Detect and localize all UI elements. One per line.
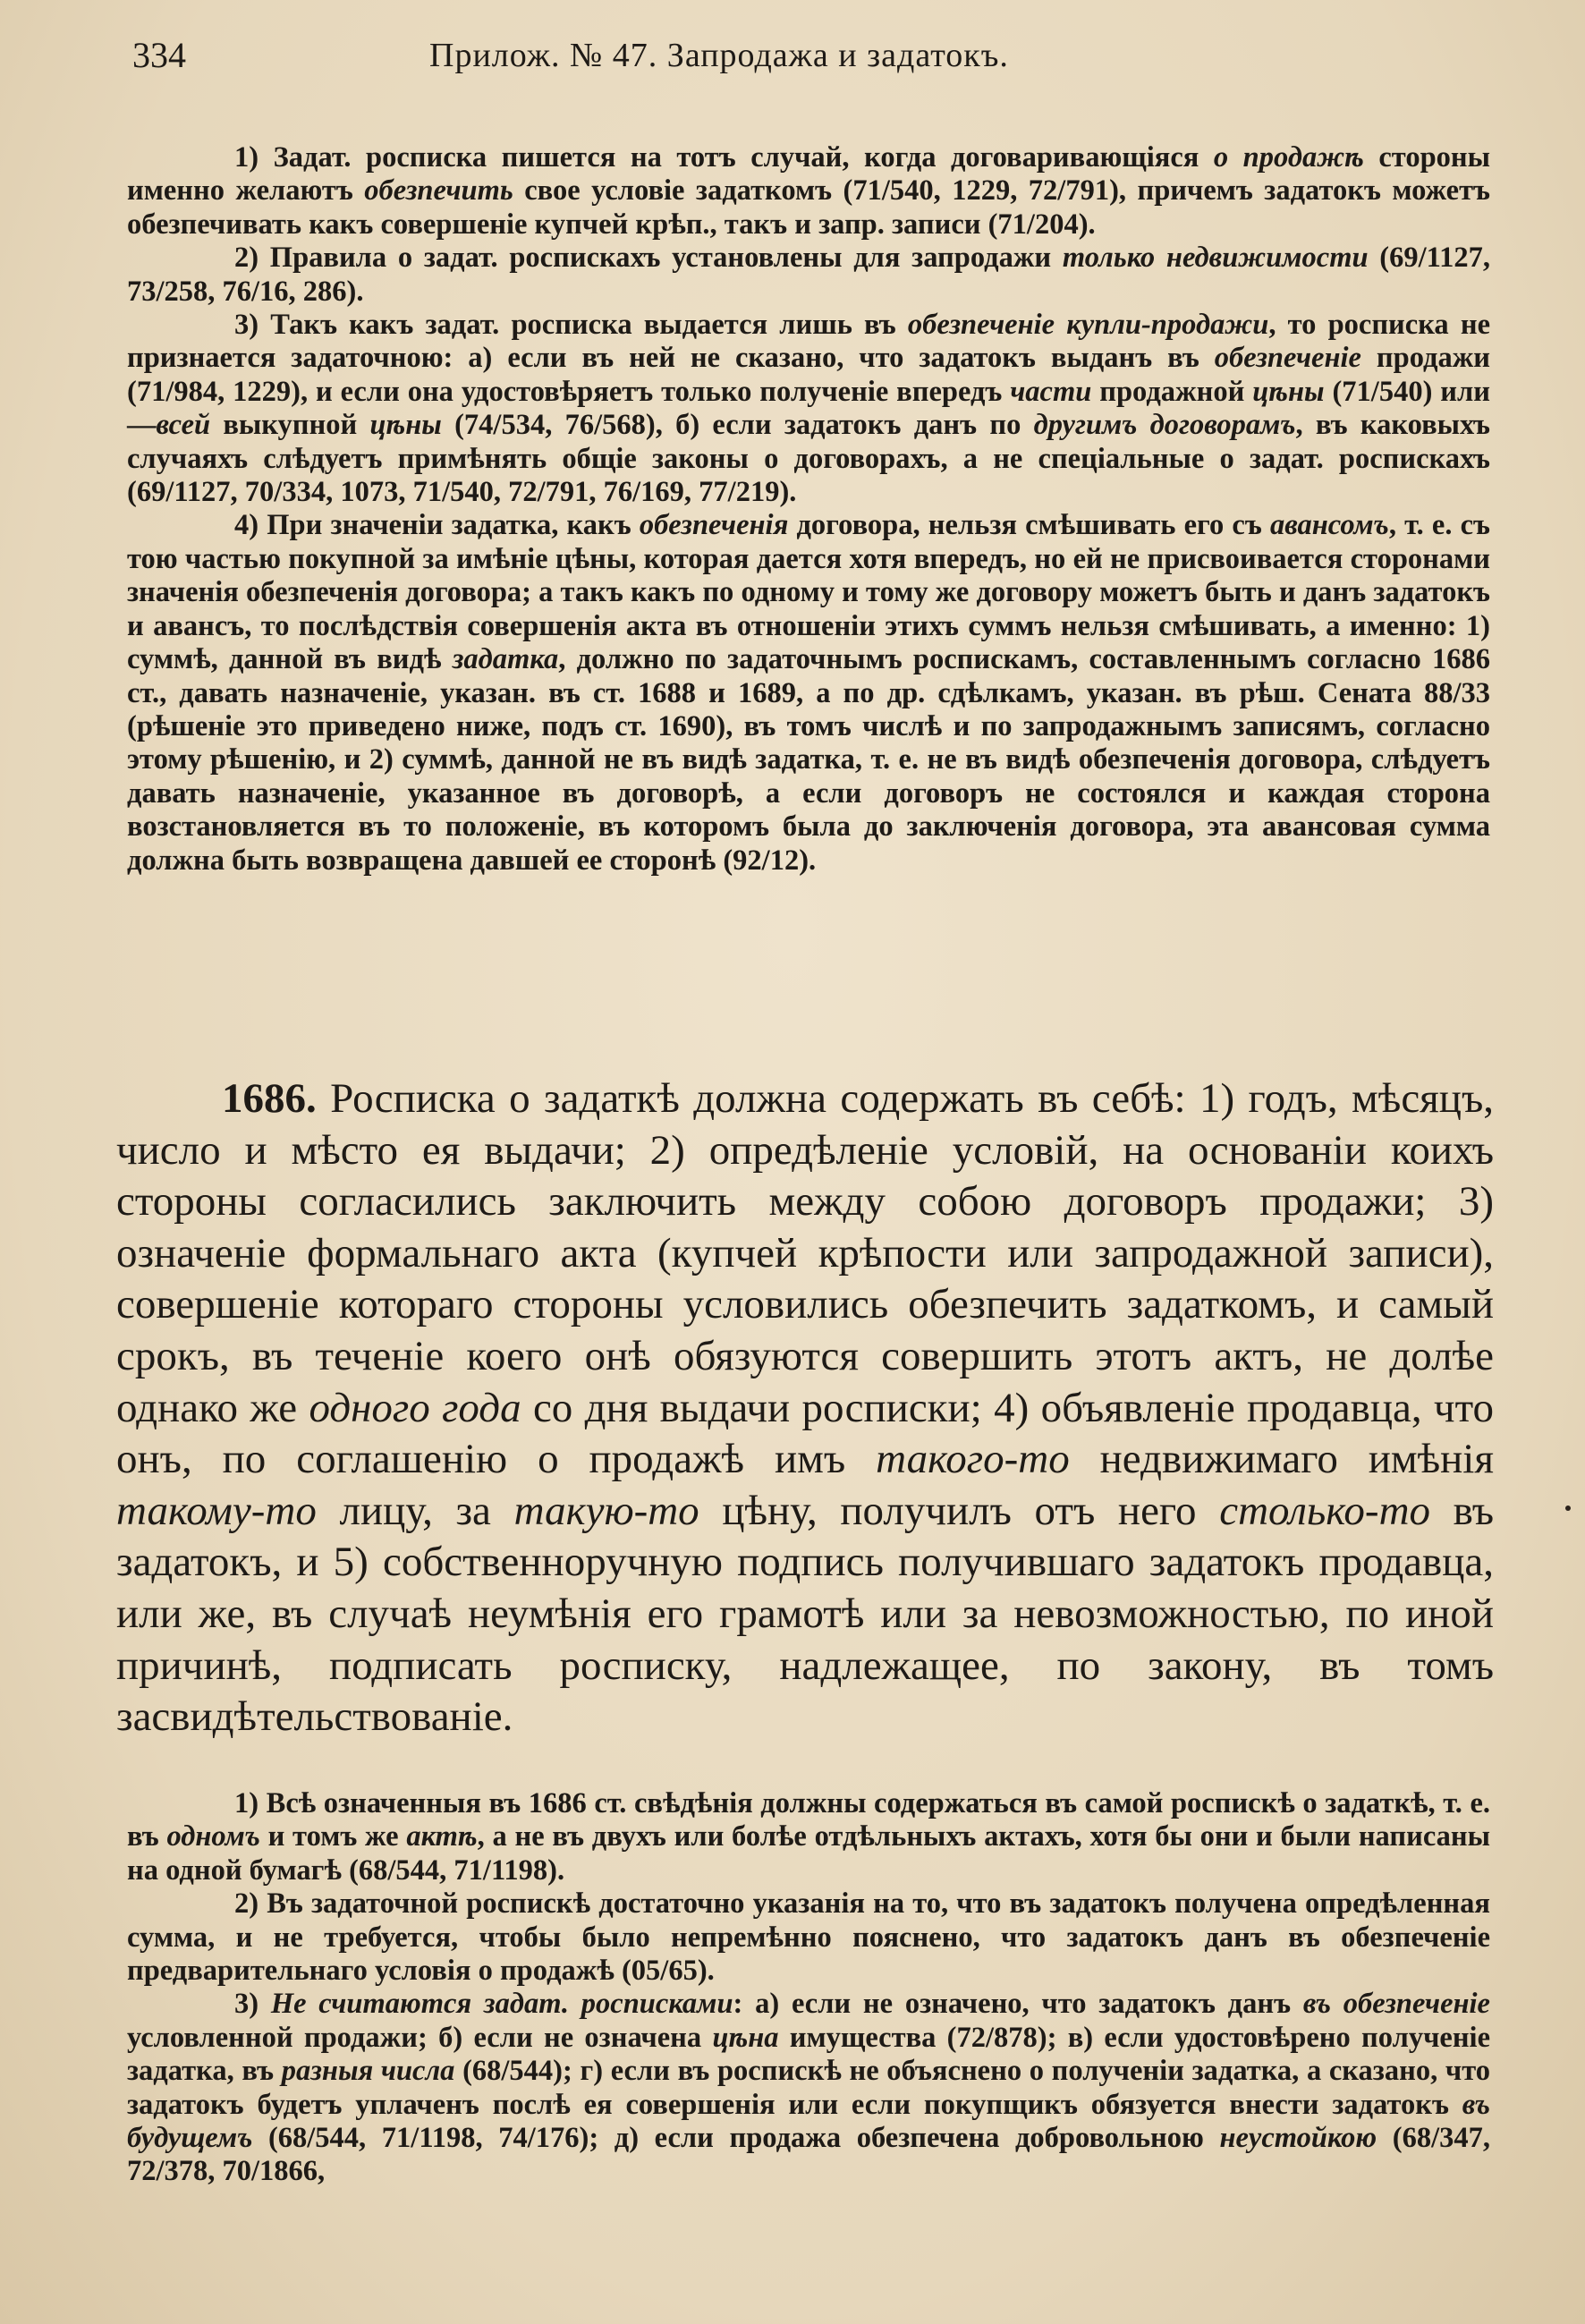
note-paragraph — [127, 1887, 1490, 1988]
text-run: , то росписка не признается задаточною: а) если въ ней не сказано, что задатокъ выданъ въ — [127, 309, 1490, 375]
italic-phrase: авансомъ — [1269, 509, 1389, 542]
text-run: и томъ же — [259, 1820, 407, 1853]
text-run: : а) если не означено, что задатокъ данъ — [733, 1988, 1303, 2021]
text-run: 1) Задат. росписка пишется на тотъ случай, когда договаривающіяся — [234, 141, 1214, 174]
italic-phrase: столько-то — [1219, 1487, 1431, 1534]
note-paragraph — [127, 1988, 1490, 2188]
note-paragraph — [127, 242, 1490, 309]
italic-phrase: цѣна — [712, 2021, 779, 2054]
italic-phrase: другимъ договорамъ — [1033, 409, 1296, 442]
text-run: 4) При значеніи задатка, какъ — [234, 509, 640, 542]
text-run: имущества (72/878); в) если удостовѣрено полученіе задатка, въ — [127, 2021, 1491, 2088]
text-run: (68/347, 72/378, 70/1866, — [127, 2122, 1490, 2188]
page-number: 334 — [132, 35, 186, 75]
italic-phrase: такую-то — [513, 1487, 699, 1534]
italic-phrase: неустойкою — [1219, 2122, 1377, 2155]
text-run: со дня выдачи росписки; 4) объявленіе продавца, что онъ, по соглашенію о продажѣ имъ — [116, 1384, 1494, 1483]
text-run: Росписка о задаткѣ должна содержать въ себѣ: 1) годъ, мѣсяцъ, число и мѣсто ея выдачи; 2) опредѣленіе условій, на основаніи коихъ стороны согласились заключить между собою договоръ продажи; 3) означеніе формальнаго акта (купчей крѣпости или запродажной записи), совершеніе котораго стороны условились обезпечить задаткомъ, и самый срокъ, въ теченіе коего онѣ обязуются совершить этотъ актъ, не долѣе однако же — [116, 1075, 1494, 1431]
italic-phrase: обезпеченіе — [1214, 342, 1361, 375]
article-1686 — [116, 1073, 1494, 1743]
text-run: (69/1127, 73/258, 76/16, 286). — [127, 242, 1490, 308]
text-run: (71/540) или— — [127, 375, 1490, 442]
text-run: 3) — [234, 1988, 271, 2021]
note-paragraph — [127, 509, 1490, 877]
text-run: условленной продажи; б) если не означена — [127, 2021, 713, 2054]
text-run: цѣну, получилъ отъ него — [699, 1487, 1220, 1534]
commentary-notes-bottom — [127, 1787, 1490, 2189]
commentary-notes-top — [127, 141, 1490, 878]
italic-phrase: только недвижимости — [1062, 242, 1369, 275]
italic-phrase: части — [1010, 375, 1092, 408]
italic-phrase: одномъ — [166, 1820, 260, 1853]
italic-phrase: такого-то — [876, 1436, 1070, 1483]
text-run: 2) Правила о задат. роспискахъ установлены для запродажи — [234, 242, 1063, 275]
italic-phrase: всей — [156, 409, 211, 442]
text-run: лицу, за — [316, 1487, 514, 1534]
text-run: (68/544); г) если въ роспискѣ не объяснено о полученіи задатка, а сказано, что задатокъ будетъ уплаченъ послѣ ея совершенія или если покупщикъ обязуется внести задатокъ — [127, 2055, 1490, 2121]
text-run: продажной — [1091, 375, 1253, 408]
text-run: (74/534, 76/568), б) если задатокъ данъ по — [441, 409, 1034, 442]
italic-phrase: Не считаются задат. росписками — [270, 1988, 733, 2021]
note-paragraph — [127, 1787, 1490, 1887]
article-body — [116, 1075, 1494, 1740]
italic-phrase: обезпеченія — [639, 509, 789, 542]
italic-phrase: такому-то — [116, 1487, 317, 1534]
text-run: 1) Всѣ означенныя въ 1686 ст. свѣдѣнія должны содержаться въ самой роспискѣ о задаткѣ, т. е. въ — [127, 1787, 1490, 1853]
text-run: , должно по задаточнымъ роспискамъ, составленнымъ согласно 1686 ст., давать назначеніе, указан. въ ст. 1688 и 1689, а по др. сдѣлкамъ, указан. въ рѣш. Сената 88/33 (рѣшеніе это приведено ниже, подъ ст. 1690), въ томъ числѣ и по запродажнымъ записямъ, согласно этому рѣшенію, и 2) суммѣ, данной не въ видѣ задатка, т. е. не въ видѣ обезпеченія договора, слѣдуетъ давать назначеніе, указанное въ договорѣ, а если договоръ не состоялся и каждая сторона возстановляется въ то положеніе, въ которомъ была до заключенія договора, эта авансовая сумма должна быть возвращена давшей ее сторонѣ (92/12). — [127, 643, 1491, 877]
italic-phrase: обезпечить — [364, 174, 513, 208]
italic-phrase: обезпеченіе купли-продажи — [907, 309, 1269, 342]
text-run: 3) Такъ какъ задат. росписка выдается лишь въ — [234, 309, 908, 342]
text-run: недвижимаго имѣнія — [1069, 1436, 1494, 1483]
ink-speck — [1565, 1506, 1571, 1511]
article-number: 1686. — [222, 1075, 317, 1122]
text-run: , а не въ двухъ или болѣе отдѣльныхъ актахъ, хотя бы они и были написаны на одной бумагѣ (68/544, 71/1198). — [127, 1820, 1490, 1887]
italic-phrase: цѣны — [1252, 375, 1325, 408]
page-header — [125, 34, 1485, 79]
note-paragraph — [127, 141, 1490, 242]
text-run: , въ каковыхъ случаяхъ слѣдуетъ примѣнять общіе законы о договорахъ, а не спеціальные о задат. роспискахъ (69/1127, 70/334, 1073, 71/540, 72/791, 76/169, 77/219). — [127, 409, 1490, 509]
text-run: договора, нельзя смѣшивать его съ — [788, 509, 1270, 542]
text-run: 2) Въ задаточной роспискѣ достаточно указанія на то, что въ задатокъ получена опредѣленная сумма, и не требуется, чтобы было непремѣнно пояснено, что задатокъ данъ въ обезпеченіе предварительнаго условія о продажѣ (05/65). — [127, 1887, 1490, 1988]
article-text — [116, 1073, 1494, 1743]
italic-phrase: въ обезпеченіе — [1302, 1988, 1490, 2021]
italic-phrase: въ будущемъ — [127, 2088, 1490, 2155]
italic-phrase: актѣ — [406, 1820, 478, 1853]
text-run: (68/544, 71/1198, 74/176); д) если продажа обезпечена добровольною — [252, 2122, 1220, 2155]
text-run: въ задатокъ, и 5) собственноручную подпись получившаго задатокъ продавца, или же, въ случаѣ неумѣнія его грамотѣ или за невозможностью, по иной причинѣ, подписать росписку, надлежащее, по закону, въ томъ засвидѣтельствованіе. — [116, 1487, 1494, 1741]
italic-phrase: разныя числа — [281, 2055, 455, 2088]
running-title: Прилож. № 47. Запродажа и задатокъ. — [429, 37, 1009, 74]
italic-phrase: цѣны — [369, 409, 442, 442]
text-run: выкупной — [210, 409, 370, 442]
text-run: свое условіе задаткомъ (71/540, 1229, 72/791), причемъ задатокъ можетъ обезпечивать какъ совершеніе купчей крѣп., такъ и запр. записи (71/204). — [127, 174, 1490, 241]
text-run: стороны именно желаютъ — [127, 141, 1490, 208]
text-run: , т. е. съ тою частью покупной за имѣніе цѣны, которая дается хотя впередъ, но ей не присвоивается сторонами значенія обезпеченія договора; а такъ какъ по одному и тому же договору можетъ быть и данъ задатокъ и авансъ, то послѣдствія совершенія акта въ отношеніи этихъ суммъ нельзя смѣшивать, а именно: 1) суммѣ, данной въ видѣ — [127, 509, 1490, 676]
text-run: продажи (71/984, 1229), и если она удостовѣряетъ только полученіе впередъ — [127, 342, 1490, 408]
note-paragraph — [127, 309, 1490, 509]
italic-phrase: одного года — [309, 1384, 521, 1431]
italic-phrase: о продажѣ — [1213, 141, 1364, 174]
italic-phrase: задатка — [452, 643, 559, 676]
